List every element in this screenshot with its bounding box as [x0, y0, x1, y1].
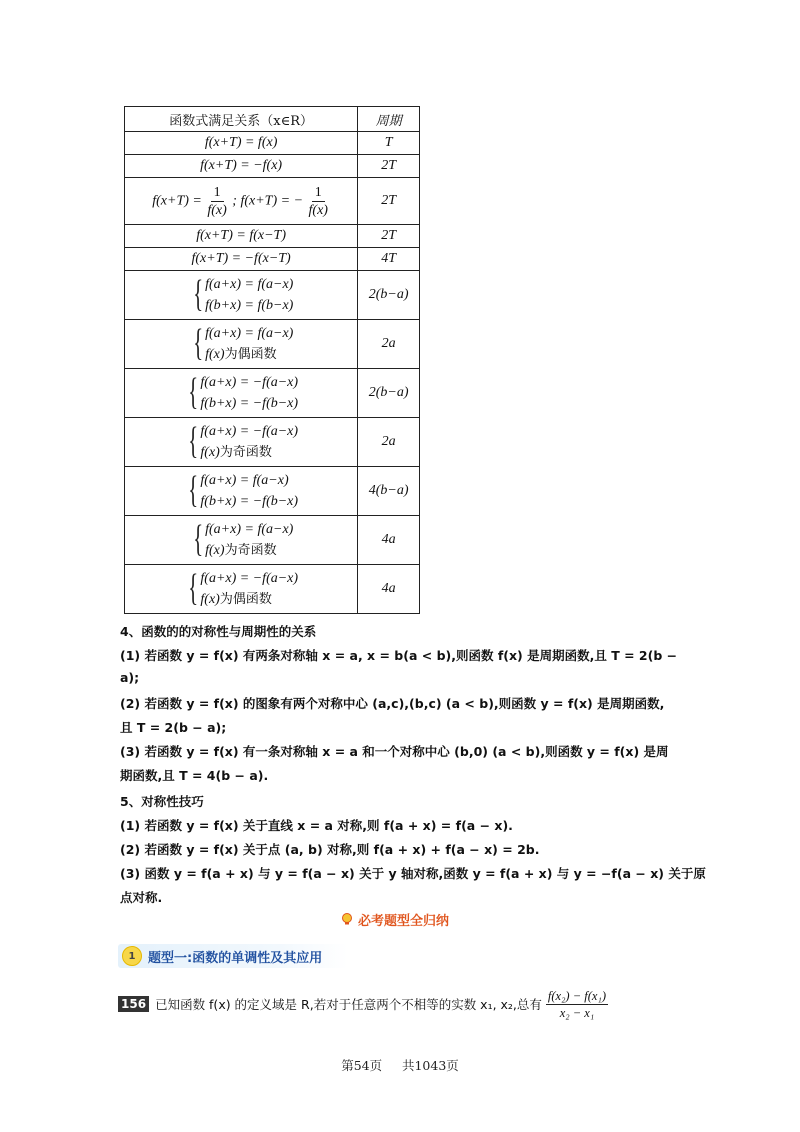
table-row-period: 4(b−a)	[358, 467, 420, 516]
question-fraction	[546, 988, 608, 1021]
table-row-period: 2(b−a)	[358, 369, 420, 418]
system-line: f(a+x) = −f(a−x)	[200, 571, 299, 586]
system-line-math: f(x)	[205, 347, 225, 362]
relation-part: f(x+T) =	[152, 193, 202, 209]
table-row-relation: f(x+T) = f(x−T)	[125, 225, 358, 248]
table-row-relation	[125, 516, 358, 565]
page-total: 共1043页	[401, 1058, 459, 1073]
table-row-period: 2T	[358, 178, 420, 225]
section4-line: (1) 若函数 y = f(x) 有两条对称轴 x = a, x = b(a < b),则函数 f(x) 是周期函数,且 T = 2(b −	[120, 648, 678, 663]
fraction-numerator: 1	[312, 184, 325, 202]
brace-icon: {	[192, 518, 204, 560]
lightbulb-icon	[340, 912, 354, 926]
fraction-denominator: x₂ − x₁	[559, 1005, 595, 1020]
table-row-relation	[125, 369, 358, 418]
system-line-math: f(x)	[200, 445, 220, 460]
section4-line: (2) 若函数 y = f(x) 的图象有两个对称中心 (a,c),(b,c) (a < b),则函数 y = f(x) 是周期函数,	[120, 696, 665, 711]
question-type-heading	[118, 944, 348, 968]
fraction	[207, 184, 226, 219]
fraction	[309, 184, 328, 219]
section4-line: (3) 若函数 y = f(x) 有一条对称轴 x = a 和一个对称中心 (b,0) (a < b),则函数 y = f(x) 是周	[120, 744, 669, 759]
table-row-period: 2T	[358, 155, 420, 178]
equation-system	[189, 323, 293, 365]
table-row-period: 4T	[358, 248, 420, 271]
system-line: f(b+x) = −f(b−x)	[200, 396, 299, 411]
table-row-period: 4a	[358, 565, 420, 614]
system-line-text: 为奇函数	[224, 543, 277, 558]
system-line	[205, 540, 293, 561]
section5-line: (1) 若函数 y = f(x) 关于直线 x = a 对称,则 f(a + x) = f(a − x).	[120, 818, 513, 833]
brace-icon: {	[192, 273, 204, 315]
section5-line: 点对称.	[120, 890, 163, 905]
brace-icon: {	[192, 322, 204, 364]
table-row-relation	[125, 320, 358, 369]
system-line: f(a+x) = f(a−x)	[205, 326, 294, 341]
type-heading-label: 题型一:函数的单调性及其应用	[148, 950, 323, 966]
brace-icon: {	[188, 420, 199, 462]
page-number: 第54页	[341, 1058, 383, 1073]
table-row-relation	[125, 418, 358, 467]
fraction-denominator: f(x)	[207, 202, 227, 218]
system-line-math: f(x)	[205, 543, 225, 558]
table-row-relation: f(x+T) = f(x)	[125, 132, 358, 155]
system-line	[205, 344, 293, 365]
system-line-text: 为奇函数	[219, 445, 272, 460]
table-row-relation	[125, 467, 358, 516]
section5-line: (2) 若函数 y = f(x) 关于点 (a, b) 对称,则 f(a + x) + f(a − x) = 2b.	[120, 842, 540, 857]
system-line: f(a+x) = f(a−x)	[200, 473, 289, 488]
system-line	[200, 442, 298, 463]
table-row-period: 2(b−a)	[358, 271, 420, 320]
section4-line: a);	[120, 670, 140, 685]
equation-system	[189, 274, 293, 316]
section5-title: 5、对称性技巧	[120, 794, 204, 809]
table-row-period: 2a	[358, 320, 420, 369]
section4-title: 4、函数的的对称性与周期性的关系	[120, 624, 317, 639]
system-line: f(a+x) = f(a−x)	[205, 522, 294, 537]
equation-system	[184, 372, 298, 414]
equation-system	[184, 421, 298, 463]
fraction-numerator: 1	[211, 184, 224, 202]
fraction-numerator: f(x₂) − f(x₁)	[547, 988, 606, 1003]
system-line-text: 为偶函数	[219, 592, 272, 607]
system-line: f(b+x) = −f(b−x)	[200, 494, 299, 509]
section4-line: 期函数,且 T = 4(b − a).	[120, 768, 269, 783]
system-line-text: 为偶函数	[224, 347, 277, 362]
table-row-period: 2a	[358, 418, 420, 467]
banner-text: 必考题型全归纳	[358, 913, 450, 929]
question-text: 已知函数 f(x) 的定义域是 R,若对于任意两个不相等的实数 x₁, x₂,总有	[155, 997, 542, 1012]
brace-icon: {	[188, 567, 199, 609]
table-header-relation: 函数式满足关系（x∈R）	[125, 107, 358, 132]
equation-system	[184, 568, 298, 610]
table-row-relation	[125, 565, 358, 614]
system-line: f(a+x) = f(a−x)	[205, 277, 294, 292]
system-line	[200, 589, 298, 610]
brace-icon: {	[188, 469, 199, 511]
system-line: f(a+x) = −f(a−x)	[200, 375, 299, 390]
section5-line: (3) 函数 y = f(a + x) 与 y = f(a − x) 关于 y 轴对称,函数 y = f(a + x) 与 y = −f(a − x) 关于原	[120, 866, 706, 881]
table-row-relation: f(x+T) = −f(x)	[125, 155, 358, 178]
table-row-period: T	[358, 132, 420, 155]
table-row-period: 2T	[358, 225, 420, 248]
question-line	[118, 984, 608, 1024]
section4-line: 且 T = 2(b − a);	[120, 720, 227, 735]
fraction-denominator: f(x)	[308, 202, 328, 218]
period-table	[124, 106, 420, 614]
section-banner	[340, 908, 449, 930]
equation-system	[189, 519, 293, 561]
relation-part: ; f(x+T) = −	[232, 193, 304, 209]
system-line: f(b+x) = f(b−x)	[205, 298, 294, 313]
type-number-badge: 1	[122, 946, 142, 966]
page-footer	[0, 1056, 800, 1074]
equation-system	[184, 470, 298, 512]
table-row-relation: f(x+T) = −f(x−T)	[125, 248, 358, 271]
table-row-relation	[125, 271, 358, 320]
table-row-period: 4a	[358, 516, 420, 565]
system-line-math: f(x)	[200, 592, 220, 607]
system-line: f(a+x) = −f(a−x)	[200, 424, 299, 439]
question-number: 156	[118, 996, 149, 1012]
table-row-relation	[125, 178, 358, 225]
table-header-period: 周期	[358, 107, 420, 132]
brace-icon: {	[188, 371, 199, 413]
